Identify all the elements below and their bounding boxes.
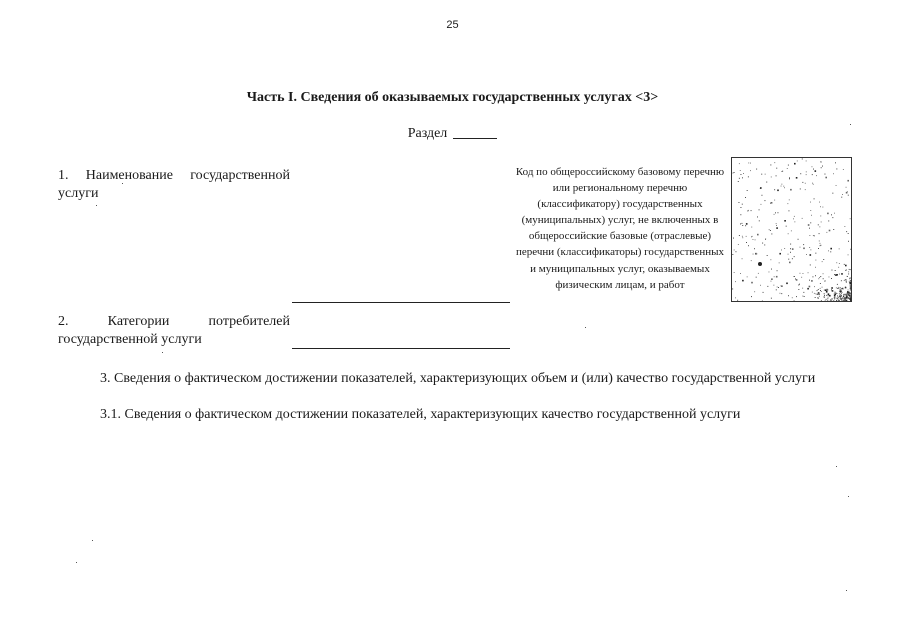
paragraph-3: 3. Сведения о фактическом достижении показателей, характеризующих объем и (или) качество государственной услуги	[100, 371, 816, 386]
scan-speck	[846, 590, 847, 591]
consumer-categories-label: 2. Категории потребителей государственной услуги	[58, 314, 290, 347]
scan-speck	[92, 540, 93, 541]
section-number-blank	[453, 138, 497, 139]
scan-speck	[836, 466, 837, 467]
section-label: Раздел	[407, 126, 448, 141]
scan-speck	[76, 562, 77, 563]
paragraph-3-1: 3.1. Сведения о фактическом достижении показателей, характеризующих качество государственной услуги	[100, 407, 741, 422]
service-code-box	[731, 157, 852, 302]
scan-speck	[96, 205, 97, 206]
consumer-categories-fill-line	[292, 348, 510, 349]
scan-speck	[585, 327, 586, 328]
page-number: 25	[446, 19, 459, 31]
service-code-label: Код по общероссийскому базовому перечню или региональному перечню (классификатору) государственных (муниципальных) услуг, не включенных в общероссийские базовые (отраслевые) перечни (классификаторы) государственных и муниципальных услуг, оказываемых физическим лицам, и работ	[515, 166, 725, 291]
service-name-label: 1. Наименование государственной услуги	[58, 168, 290, 201]
scan-speck	[122, 183, 123, 184]
section-line	[0, 126, 905, 142]
scan-speck	[848, 496, 849, 497]
scan-speck	[162, 352, 163, 353]
part-title: Часть I. Сведения об оказываемых государственных услугах <3>	[246, 90, 659, 105]
scan-noise-texture	[732, 158, 851, 301]
service-name-fill-line	[292, 302, 510, 303]
scan-speck	[850, 124, 851, 125]
